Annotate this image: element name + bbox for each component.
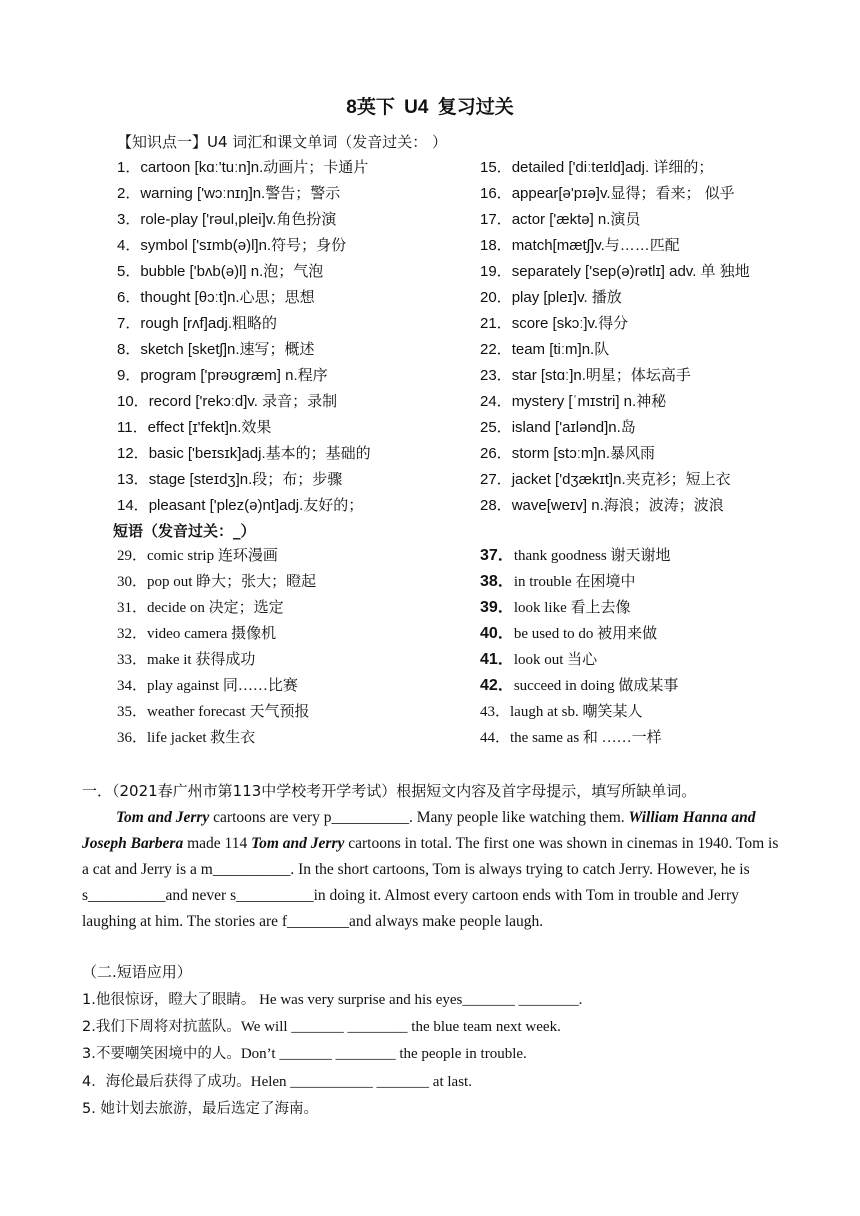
page-title: 8英下 U4 复习过关 (346, 97, 514, 118)
bold-title: Tom and Jerry (251, 835, 345, 852)
phrase-item: 33．make it 获得成功 (117, 652, 256, 668)
vocab-item: 9．program ['prəʊɡræm] n.程序 (117, 367, 328, 384)
vocab-item: 16．appear[ə'pɪə]v.显得；看来； 似乎 (480, 185, 735, 202)
exercise-item: 4．海伦最后获得了成功。Helen ___________ _______ at last. (82, 1074, 472, 1090)
vocab-item: 8．sketch [sketʃ]n.速写；概述 (117, 341, 315, 358)
exercise-one-instruction: 一．（2021春广州市第113中学校考开学考试）根据短文内容及首字母提示，填写所缺单词。 (82, 782, 697, 800)
phrase-item: 38．in trouble 在困境中 (480, 573, 636, 590)
vocab-item: 2．warning ['wɔːnɪŋ]n.警告；警示 (117, 185, 341, 202)
vocab-item: 21．score [skɔː]v.得分 (480, 315, 629, 332)
vocab-list-right (480, 155, 750, 519)
vocab-item: 3．role-play ['rəul,plei]v.角色扮演 (117, 211, 337, 228)
vocab-item: 4．symbol ['sɪmb(ə)l]n.符号；身份 (117, 237, 347, 254)
phrase-item: 29．comic strip 连环漫画 (117, 548, 278, 564)
phrase-item: 32．video camera 摄像机 (117, 626, 277, 642)
phrase-item: 36．life jacket 救生衣 (117, 730, 256, 746)
phrase-item: 34．play against 同……比赛 (117, 678, 298, 694)
exercise-item: 5. 她计划去旅游，最后选定了海南。 (82, 1101, 318, 1117)
vocab-item: 12．basic ['beɪsɪk]adj.基本的；基础的 (117, 445, 371, 462)
phrase-item: 30．pop out 睁大；张大；瞪起 (117, 574, 317, 590)
vocab-item: 15．detailed ['diːteɪld]adj. 详细的； (480, 159, 714, 176)
phrase-item: 37．thank goodness 谢天谢地 (480, 547, 671, 564)
phrase-item: 35．weather forecast 天气预报 (117, 704, 310, 720)
phrase-item: 40．be used to do 被用来做 (480, 625, 658, 642)
phrase-item: 31．decide on 决定；选定 (117, 600, 284, 616)
phrases-section-header: 短语（发音过关：_） (113, 522, 256, 540)
vocab-item: 17．actor ['æktə] n.演员 (480, 211, 641, 228)
vocab-section-header: 【知识点一】U4 词汇和课文单词（发音过关： ） (117, 133, 448, 151)
vocab-item: 23．star [stɑː]n.明星；体坛高手 (480, 367, 691, 384)
phrase-item: 44．the same as 和 ……一样 (480, 730, 662, 746)
exercise-item: 1.他很惊讶，瞪大了眼睛。 He was very surprise and his eyes_______ ________. (82, 992, 583, 1008)
vocab-item: 14．pleasant ['plez(ə)nt]adj.友好的； (117, 497, 364, 514)
phrase-item: 39．look like 看上去像 (480, 599, 631, 616)
phrase-item: 41．look out 当心 (480, 651, 598, 668)
phrase-item: 43．laugh at sb. 嘲笑某人 (480, 704, 643, 720)
phrase-list-right (480, 543, 678, 751)
vocab-item: 7．rough [rʌf]adj.粗略的 (117, 315, 278, 332)
vocab-item: 27．jacket ['dʒækɪt]n.夹克衫；短上衣 (480, 471, 731, 488)
phrase-list-left (117, 543, 316, 751)
exercise-two-header: （二.短语应用） (82, 963, 192, 981)
vocab-item: 11．effect [ɪ'fekt]n.效果 (117, 419, 272, 436)
exercise-item: 2.我们下周将对抗蓝队。We will _______ ________ the blue team next week. (82, 1019, 561, 1035)
vocab-list-left (117, 155, 371, 519)
bold-names: William Hanna and Joseph Barbera (82, 809, 756, 852)
exercise-item: 3.不要嘲笑困境中的人。Don’t _______ ________ the people in trouble. (82, 1046, 527, 1062)
vocab-item: 13．stage [steɪdʒ]n.段；布；步骤 (117, 471, 343, 488)
vocab-item: 6．thought [θɔːt]n.心思；思想 (117, 289, 315, 306)
vocab-item: 20．play [pleɪ]v. 播放 (480, 289, 622, 306)
vocab-item: 10．record ['rekɔːd]v. 录音；录制 (117, 393, 338, 410)
phrase-item: 42．succeed in doing 做成某事 (480, 677, 679, 694)
vocab-item: 25．island ['aɪlənd]n.岛 (480, 419, 636, 436)
vocab-item: 24．mystery [ˈmɪstri] n.神秘 (480, 393, 667, 410)
cloze-passage: Tom and Jerry cartoons are very p__________. Many people like watching them. William Hanna and Joseph Barbera made 114 Tom and Jerry cartoons in total. The first one was shown in cinemas in 1940. Tom is a cat and Jerry is a m__________. In the short cartoons, Tom is always trying to catch Jerry. However, he is s__________and never s__________in doing it. Almost every cartoon ends with Tom in trouble and Jerry laughing at him. The stories are f________and always make people laugh. (82, 809, 779, 930)
vocab-item: 19．separately ['sep(ə)rətlɪ] adv. 单 独地 (480, 263, 750, 280)
vocab-item: 22．team [tiːm]n.队 (480, 341, 610, 358)
vocab-item: 18．match[mætʃ]v.与……匹配 (480, 237, 680, 254)
bold-title: Tom and Jerry (116, 809, 210, 826)
vocab-item: 26．storm [stɔːm]n.暴风雨 (480, 445, 656, 462)
vocab-item: 28．wave[weɪv] n.海浪；波涛；波浪 (480, 497, 724, 514)
vocab-item: 1．cartoon [kɑː'tuːn]n.动画片；卡通片 (117, 159, 369, 176)
vocab-item: 5．bubble ['bʌb(ə)l] n.泡；气泡 (117, 263, 324, 280)
